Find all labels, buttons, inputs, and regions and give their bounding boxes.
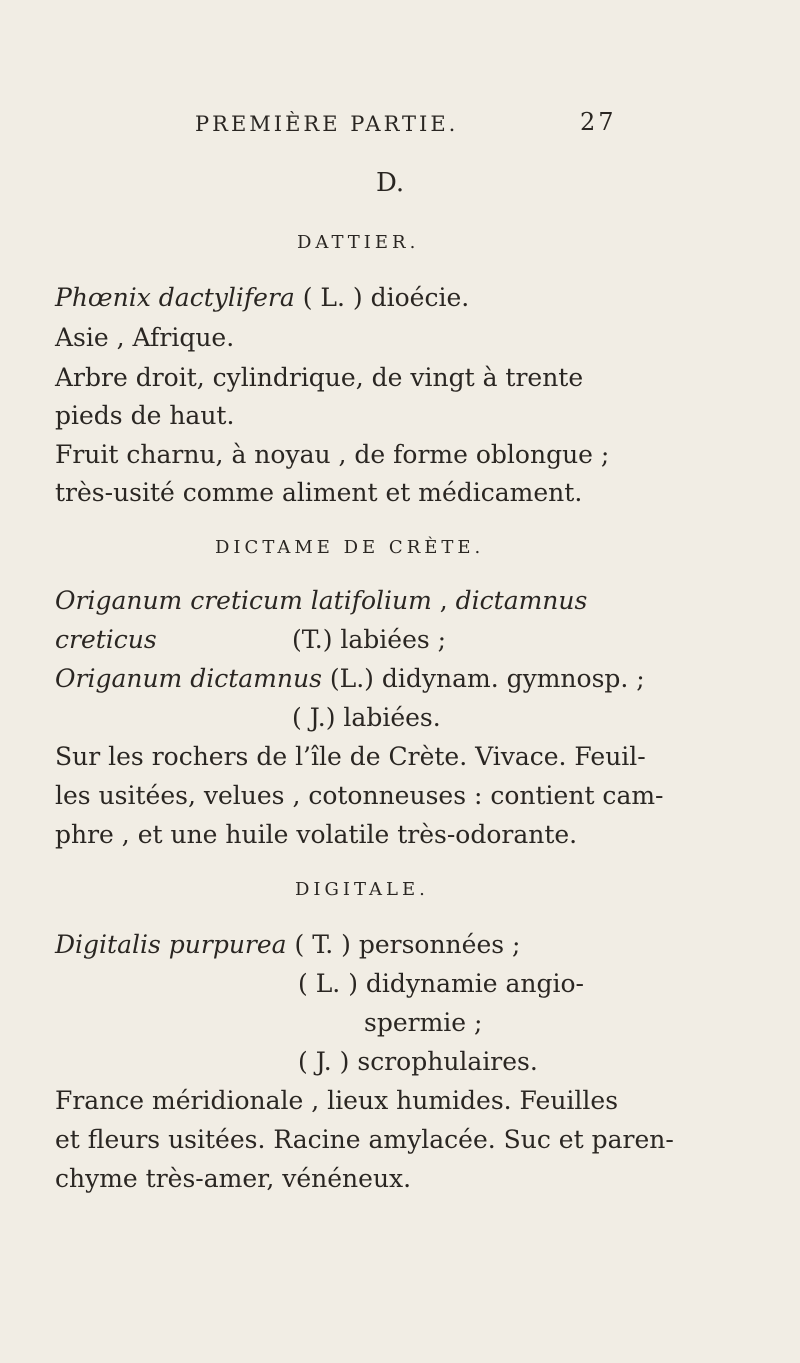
text-line: Sur les rochers de l’île de Crète. Vivace. Feuil- <box>55 742 646 771</box>
text-line: Arbre droit, cylindrique, de vingt à trente <box>55 363 584 392</box>
text-line: ( L. ) didynamie angio- <box>298 969 584 998</box>
text-line <box>55 285 469 310</box>
text-line: Asie , Afrique. <box>55 323 235 352</box>
latin-name: Origanum creticum latifolium <box>55 586 432 615</box>
latin-name: creticus <box>55 625 157 654</box>
page-number: 27 <box>580 108 617 136</box>
text-line: phre , et une huile volatile très-odorante. <box>55 820 578 849</box>
latin-name: Phœnix dactylifera <box>55 283 295 312</box>
classification: ( L. ) dioécie. <box>294 283 470 312</box>
section-letter: D. <box>376 168 405 198</box>
text-line: très-usité comme aliment et médicament. <box>55 478 583 507</box>
text-line: et fleurs usitées. Racine amylacée. Suc et paren- <box>55 1125 674 1154</box>
classification: ( T. ) personnées ; <box>286 930 521 959</box>
text-line <box>55 627 157 652</box>
text-line: Fruit charnu, à noyau , de forme oblongue ; <box>55 440 610 469</box>
text-line: ( J.) labiées. <box>292 703 441 732</box>
entry-heading-dictame: DICTAME DE CRÈTE. <box>215 537 485 558</box>
separator: , <box>431 586 456 615</box>
text-line: les usitées, velues , cotonneuses : contient cam- <box>55 781 664 810</box>
text-line: spermie ; <box>364 1008 483 1037</box>
running-title: PREMIÈRE PARTIE. <box>195 112 459 136</box>
text-line: ( J. ) scrophulaires. <box>298 1047 538 1076</box>
text-line: pieds de haut. <box>55 401 235 430</box>
latin-name: Digitalis purpurea <box>55 930 287 959</box>
text-line: chyme très-amer, vénéneux. <box>55 1164 412 1193</box>
text-line: (T.) labiées ; <box>292 625 447 654</box>
entry-heading-digitale: DIGITALE. <box>295 879 429 900</box>
text-line <box>55 666 645 691</box>
latin-name: Origanum dictamnus <box>55 664 322 693</box>
latin-name: dictamnus <box>455 586 588 615</box>
text-line <box>55 932 520 957</box>
entry-heading-dattier: DATTIER. <box>297 232 420 253</box>
classification: (L.) didynam. gymnosp. ; <box>321 664 645 693</box>
text-line <box>55 588 587 613</box>
text-line: France méridionale , lieux humides. Feuilles <box>55 1086 619 1115</box>
